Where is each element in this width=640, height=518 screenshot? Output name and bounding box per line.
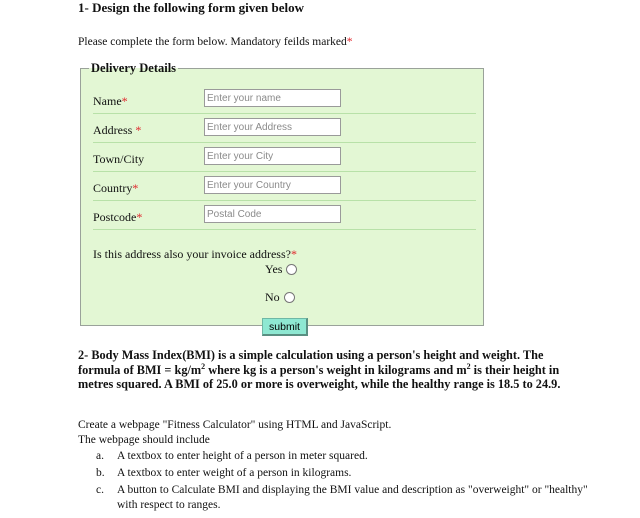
fieldset-legend: Delivery Details xyxy=(91,61,177,75)
task-text: Create a webpage "Fitness Calculator" using HTML and JavaScript. xyxy=(78,419,392,431)
postcode-label: Postcode* xyxy=(93,210,143,224)
address-row xyxy=(93,114,476,143)
name-input[interactable] xyxy=(204,89,341,107)
postcode-row xyxy=(93,201,476,230)
required-star: * xyxy=(346,36,353,48)
yes-label: Yes xyxy=(265,262,283,276)
country-row xyxy=(93,172,476,201)
bmi-task-description xyxy=(78,418,598,515)
list-item: a. A textbox to enter height of a person in meter squared. xyxy=(96,450,368,462)
intro-text: Please complete the form below. Mandatory feilds marked xyxy=(78,36,347,48)
city-input[interactable] xyxy=(204,147,341,165)
address-label: Address * xyxy=(93,123,142,137)
postcode-input[interactable] xyxy=(204,205,341,223)
list-item: b. A textbox to enter weight of a person in kilograms. xyxy=(96,467,352,479)
page-heading: 1- Design the following form given below xyxy=(78,0,305,15)
city-row xyxy=(93,143,476,172)
name-label: Name* xyxy=(93,94,128,108)
delivery-details-fieldset xyxy=(80,61,484,333)
country-input[interactable] xyxy=(204,176,341,194)
bmi-question-title: 2- Body Mass Index(BMI) is a simple calculation using a person's height and weight. The formula of BMI = $kg/m^2$ where kg is a person's weight in kilograms and $m^2$ is their height in metres squared. A BMI of 25.0 or more is overweight, while the healthy range is 18.5 to 24.9. xyxy=(78,348,561,391)
address-input[interactable] xyxy=(204,118,341,136)
form-intro xyxy=(78,36,353,48)
list-item: c. A button to Calculate BMI and displaying the BMI value and description as "overweight" or "healthy" with respect to ranges. xyxy=(96,484,588,511)
yes-option[interactable] xyxy=(265,262,297,277)
country-label: Country* xyxy=(93,181,139,195)
invoice-question: Is this address also your invoice address?* xyxy=(93,247,297,261)
city-label: Town/City xyxy=(93,152,145,166)
name-row xyxy=(93,85,476,114)
no-option[interactable] xyxy=(265,290,295,305)
requirements-list xyxy=(96,449,598,513)
should-include-text: The webpage should include xyxy=(78,434,210,446)
no-label: No xyxy=(265,290,280,304)
no-radio[interactable] xyxy=(284,292,295,303)
submit-button[interactable]: submit xyxy=(262,318,308,336)
yes-radio[interactable] xyxy=(286,264,297,275)
